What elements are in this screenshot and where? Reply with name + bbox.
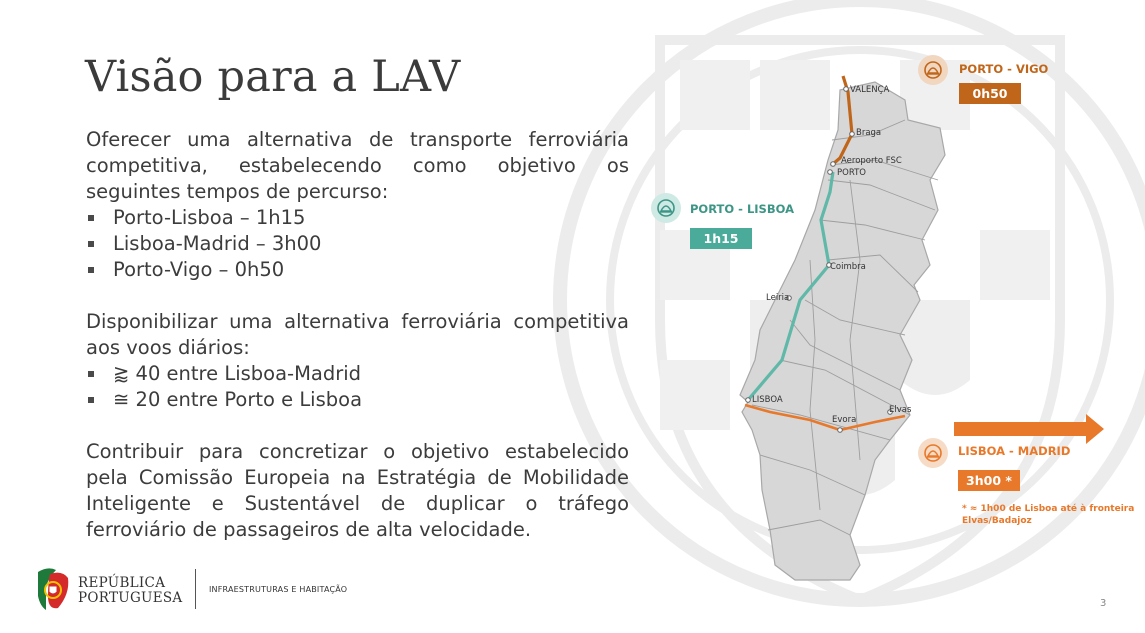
city-label-lisboa: LISBOA (752, 395, 783, 405)
time-badge-lisboa-madrid: 3h00 * (958, 470, 1020, 491)
portugal-map (700, 60, 960, 600)
city-label-braga: Braga (856, 128, 882, 138)
page-number: 3 (1100, 598, 1107, 609)
wordmark-line: REPÚBLICA (78, 575, 166, 591)
list-item: Porto-Vigo – 0h50 (86, 257, 629, 283)
wordmark-line: PORTUGUESA (78, 590, 183, 606)
footer-divider (195, 569, 196, 609)
route-label-porto-vigo: PORTO - VIGO (959, 62, 1049, 76)
city-label-leiria: Leiria (766, 293, 790, 303)
arrow-right-icon (954, 414, 1106, 444)
footnote-line: Elvas/Badajoz (962, 516, 1032, 526)
slide-title: Visão para a LAV (85, 52, 461, 102)
republica-portuguesa-logo (36, 566, 70, 612)
list-item: Porto-Lisboa – 1h15 (86, 205, 629, 231)
city-label-elvas: Elvas (889, 405, 912, 415)
route-label-porto-lisboa: PORTO - LISBOA (690, 202, 794, 216)
train-icon (651, 193, 681, 223)
objective-paragraph-2: Disponibilizar uma alternativa ferroviária competitiva aos voos diários: (86, 310, 629, 359)
city-label-valenca: VALENÇA (850, 85, 890, 95)
train-icon (918, 55, 948, 85)
city-label-porto: PORTO (837, 168, 866, 178)
objective-paragraph-3: Contribuir para concretizar o objetivo estabelecido pela Comissão Europeia na Estratégia de Mobilidade Inteligente e Sustentável de duplicar o tráfego ferroviário de passageiros de alta velocidade. (86, 440, 629, 541)
city-label-evora: Evora (832, 415, 857, 425)
city-label-aeroporto: Aeroporto FSC (841, 156, 902, 166)
objective-paragraph-1: Oferecer uma alternativa de transporte ferroviária competitiva, estabelecendo como objetivo os seguintes tempos de percurso: (86, 128, 629, 203)
route-label-lisboa-madrid: LISBOA - MADRID (958, 444, 1071, 458)
travel-times-list (86, 205, 629, 283)
lisboa-madrid-footnote (962, 503, 1134, 527)
train-icon (918, 438, 948, 468)
list-item: ≅ 20 entre Porto e Lisboa (86, 387, 629, 413)
list-item: ⪆ 40 entre Lisboa-Madrid (86, 361, 629, 387)
flights-list (86, 361, 629, 413)
republica-portuguesa-wordmark (78, 576, 182, 606)
ministry-name: INFRAESTRUTURAS E HABITAÇÃO (209, 585, 348, 594)
footnote-line: * ≈ 1h00 de Lisboa até à fronteira (962, 504, 1135, 514)
time-badge-porto-lisboa: 1h15 (690, 228, 752, 249)
city-label-coimbra: Coimbra (830, 262, 866, 272)
list-item: Lisboa-Madrid – 3h00 (86, 231, 629, 257)
slide-body (86, 127, 629, 543)
time-badge-porto-vigo: 0h50 (959, 83, 1021, 104)
